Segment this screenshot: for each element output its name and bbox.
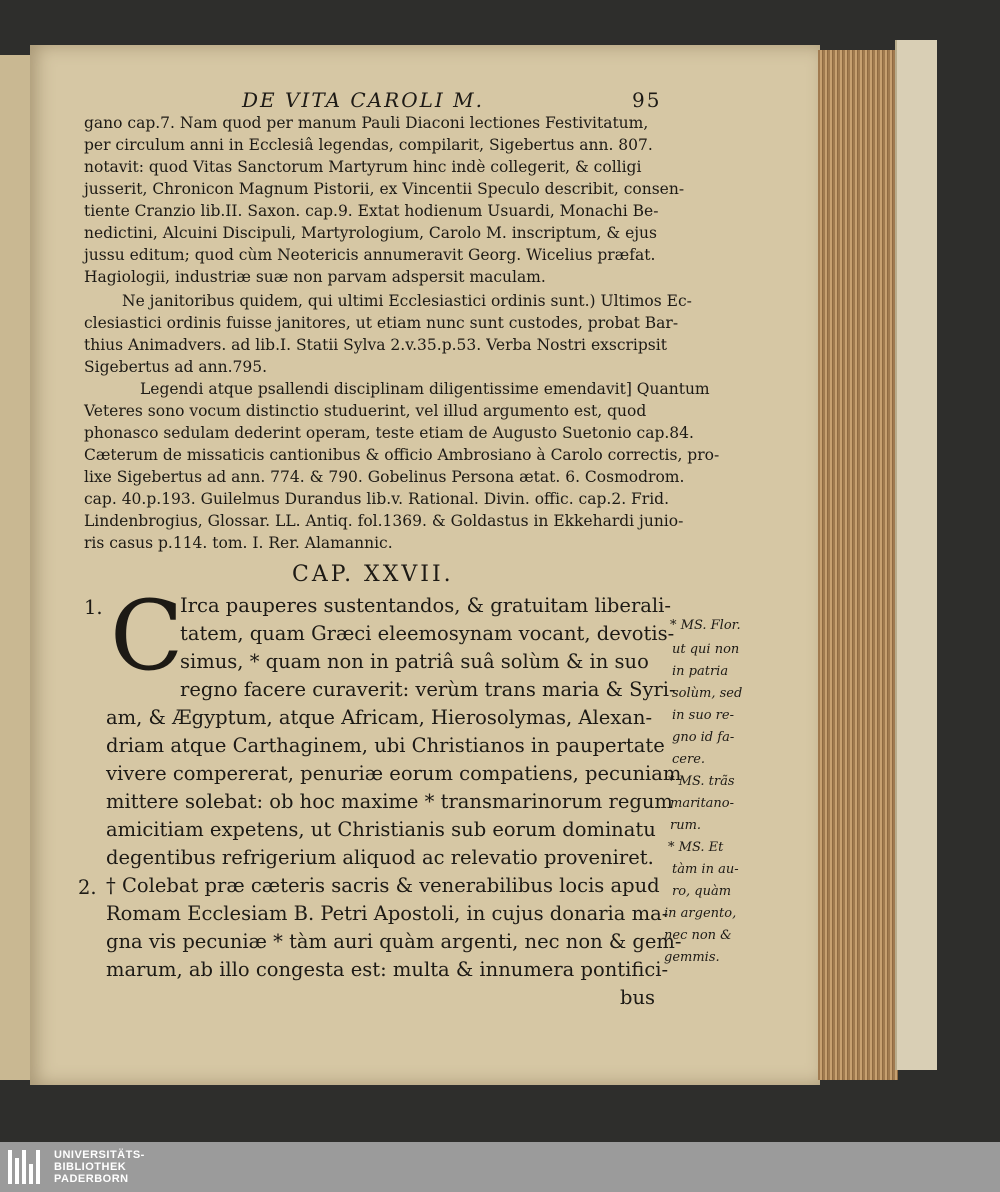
para1-line: Hagiologii, industriæ suæ non parvam adspersit maculam. (84, 268, 546, 286)
page-edges (818, 50, 898, 1080)
para1-line: jusserit, Chronicon Magnum Pistorii, ex Vincentii Speculo describit, consen- (84, 180, 685, 198)
section1-line: tatem, quam Græci eleemosynam vocant, devotis- (180, 622, 675, 645)
para1-line: tiente Cranzio lib.II. Saxon. cap.9. Extat hodienum Usuardi, Monachi Be- (84, 202, 659, 220)
section2-line: Romam Ecclesiam B. Petri Apostoli, in cujus donaria ma- (106, 902, 669, 925)
margin-note: * MS. trãs (668, 774, 735, 789)
section1-line: regno facere curaverit: verùm trans maria & Syri- (180, 678, 676, 701)
margin-note: nec non & (664, 928, 732, 943)
para3-line: Cæterum de missaticis cantionibus & officio Ambrosiano à Carolo correctis, pro- (84, 446, 720, 464)
para3-line: phonasco sedulam dederint operam, teste etiam de Augusto Suetonio cap.84. (84, 424, 694, 442)
library-footer (0, 1142, 1000, 1192)
margin-note: rum. (670, 818, 702, 833)
section1-line: mittere solebat: ob hoc maxime * transmarinorum regum (106, 790, 673, 813)
para1-line: notavit: quod Vitas Sanctorum Martyrum hinc indè collegerit, & colligi (84, 158, 642, 176)
library-name-line: UNIVERSITÄTS- (54, 1149, 145, 1161)
para1-line: jussu editum; quod cùm Neotericis annumeravit Georg. Wicelius præfat. (84, 246, 656, 264)
margin-note: solùm, sed (672, 686, 743, 701)
library-logo-icon (8, 1150, 46, 1184)
para3-line: cap. 40.p.193. Guilelmus Durandus lib.v. Rational. Divin. offic. cap.2. Frid. (84, 490, 670, 508)
chapter-title: CAP. XXVII. (292, 562, 454, 587)
margin-note: gno id fa- (672, 730, 735, 745)
section1-line: amicitiam expetens, ut Christianis sub eorum dominatu (106, 818, 656, 841)
margin-note: cere. (672, 752, 706, 767)
margin-note: in argento, (664, 906, 737, 921)
para3-line: Veteres sono vocum distinctio studuerint, vel illud argumento est, quod (84, 402, 647, 420)
running-title: DE VITA CAROLI M. (242, 88, 484, 112)
page-number: 95 (632, 88, 662, 112)
margin-note: * MS. Flor. (670, 618, 741, 633)
margin-note: in suo re- (672, 708, 734, 723)
section1-line: vivere compererat, penuriæ eorum compatiens, pecuniam (106, 762, 682, 785)
drop-cap: C (110, 580, 184, 692)
margin-note: gemmis. (664, 950, 720, 965)
para1-line: per circulum anni in Ecclesiâ legendas, compilarit, Sigebertus ann. 807. (84, 136, 653, 154)
section2-line: gna vis pecuniæ * tàm auri quàm argenti, nec non & gem- (106, 930, 682, 953)
para3-line: ris casus p.114. tom. I. Rer. Alamannic. (84, 534, 393, 552)
margin-note: ro, quàm (672, 884, 732, 899)
catchword: bus (620, 986, 656, 1009)
section1-line: driam atque Carthaginem, ubi Christianos in paupertate (106, 734, 665, 757)
section1-line: simus, * quam non in patriâ suâ solùm & in suo (180, 650, 649, 673)
section2-line: marum, ab illo congesta est: multa & innumera pontifici- (106, 958, 669, 981)
margin-note: * MS. Et (668, 840, 724, 855)
para1-line: gano cap.7. Nam quod per manum Pauli Diaconi lectiones Festivitatum, (84, 114, 649, 132)
para3-line: lixe Sigebertus ad ann. 774. & 790. Gobelinus Persona ætat. 6. Cosmodrom. (84, 468, 685, 486)
para2-line: Ne janitoribus quidem, qui ultimi Ecclesiastici ordinis sunt.) Ultimos Ec- (122, 292, 692, 310)
para3-line: Legendi atque psallendi disciplinam diligentissime emendavit] Quantum (140, 380, 710, 398)
margin-note: tàm in au- (672, 862, 739, 877)
section-number: 1. (84, 596, 103, 619)
library-name-line: PADERBORN (54, 1173, 129, 1185)
library-name-line: BIBLIOTHEK (54, 1161, 127, 1173)
margin-note: ut qui non (672, 642, 740, 657)
section-number: 2. (78, 876, 97, 899)
para2-line: thius Animadvers. ad lib.I. Statii Sylva 2.v.35.p.53. Verba Nostri exscripsit (84, 336, 667, 354)
margin-note: in patria (672, 664, 729, 679)
library-name (54, 1149, 145, 1185)
para1-line: nedictini, Alcuini Discipuli, Martyrologium, Carolo M. inscriptum, & ejus (84, 224, 657, 242)
section2-line: † Colebat præ cæteris sacris & venerabilibus locis apud (106, 874, 660, 897)
para3-line: Lindenbrogius, Glossar. LL. Antiq. fol.1369. & Goldastus in Ekkehardi junio- (84, 512, 684, 530)
para2-line: Sigebertus ad ann.795. (84, 358, 268, 376)
section1-line: am, & Ægyptum, atque Africam, Hierosolymas, Alexan- (106, 706, 653, 729)
section1-line: degentibus refrigerium aliquod ac relevatio proveniret. (106, 846, 654, 869)
section1-line: Irca pauperes sustentandos, & gratuitam liberali- (180, 594, 671, 617)
book-cover (895, 40, 937, 1070)
margin-note: maritano- (670, 796, 735, 811)
para2-line: clesiastici ordinis fuisse janitores, ut etiam nunc sunt custodes, probat Bar- (84, 314, 679, 332)
